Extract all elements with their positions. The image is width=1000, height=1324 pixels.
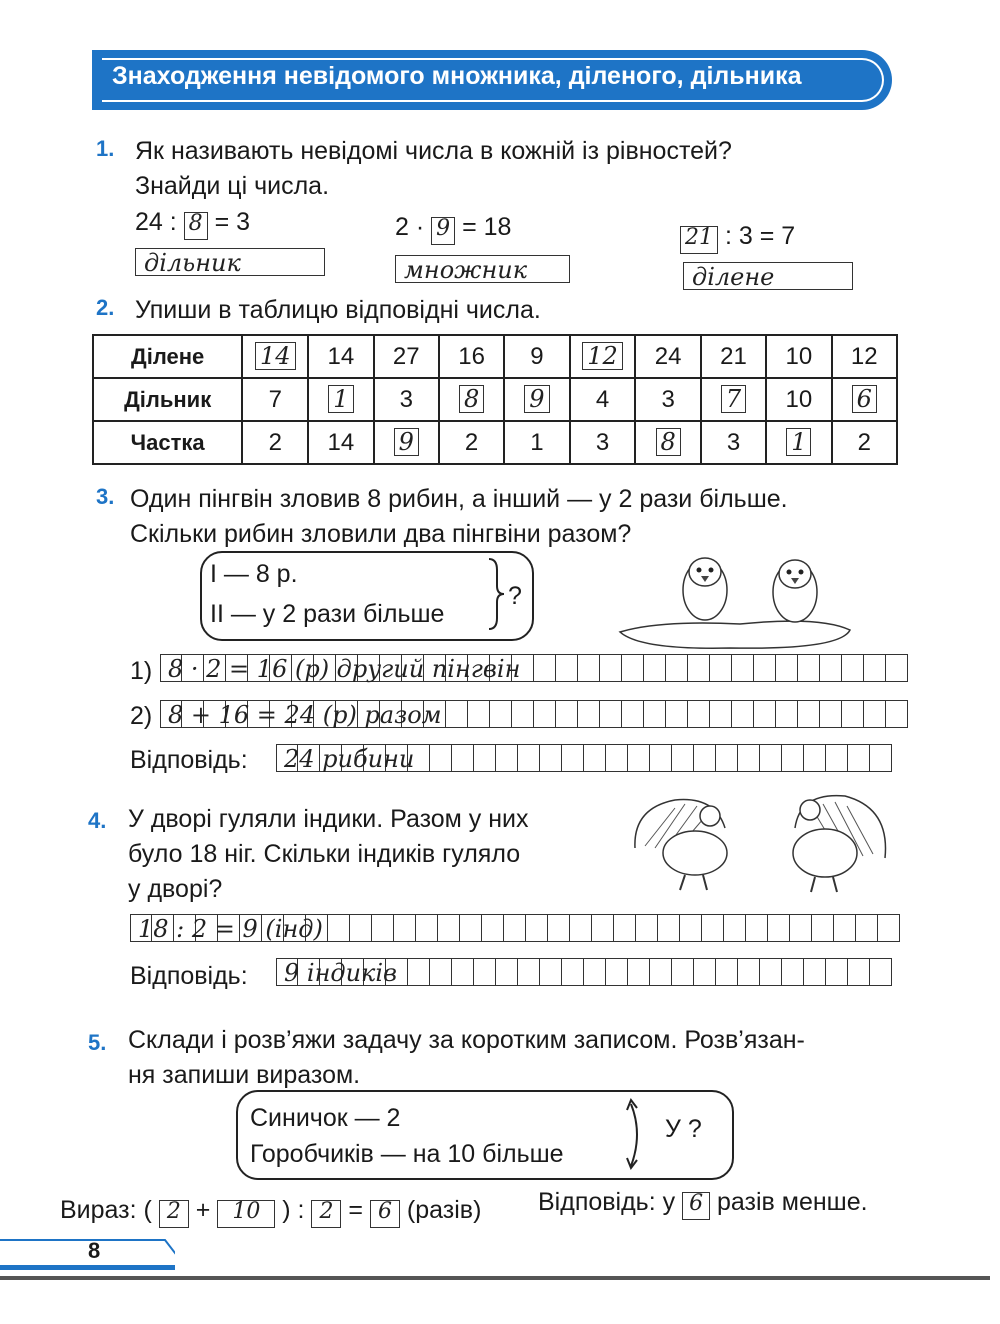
table-cell: 3 bbox=[635, 378, 700, 421]
expression-plus: + bbox=[195, 1196, 211, 1224]
table-cell: 2 bbox=[242, 421, 308, 464]
task2-text: Упиши в таблицю відповідні числа. bbox=[135, 296, 541, 324]
task1-eq3 bbox=[680, 222, 795, 254]
eq2-name-field[interactable]: множник bbox=[395, 255, 570, 283]
table-cell[interactable]: 1 bbox=[766, 421, 831, 464]
task4-text-line2: було 18 ніг. Скільки індиків гуляло bbox=[128, 840, 521, 868]
division-table bbox=[92, 334, 898, 465]
table-cell: 27 bbox=[374, 335, 439, 378]
bottom-rule bbox=[0, 1276, 990, 1280]
table-cell: 3 bbox=[374, 378, 439, 421]
table-cell[interactable]: 9 bbox=[374, 421, 439, 464]
table-cell: 14 bbox=[308, 421, 373, 464]
short-record-line1: I — 8 р. bbox=[210, 560, 298, 588]
page-number: 8 bbox=[88, 1238, 101, 1263]
table-cell[interactable]: 9 bbox=[504, 378, 569, 421]
task5-text-line2: ня запиши виразом. bbox=[128, 1061, 361, 1089]
task3-number: 3. bbox=[96, 484, 115, 509]
row-label: Ділене bbox=[93, 335, 242, 378]
table-cell: 12 bbox=[832, 335, 897, 378]
task4-answer[interactable]: 9 індиків bbox=[284, 959, 398, 987]
eq1-left: 24 : bbox=[135, 208, 177, 236]
task1-eq1 bbox=[135, 208, 250, 240]
table-row-dividend bbox=[93, 335, 897, 378]
task3-text-line1: Один пінгвін зловив 8 рибин, а інший — у 2 рази більше. bbox=[130, 485, 788, 513]
penguins-illustration bbox=[600, 552, 860, 652]
eq1-right: = 3 bbox=[214, 208, 251, 236]
table-cell: 4 bbox=[570, 378, 636, 421]
task5-question: У ? bbox=[665, 1115, 702, 1143]
table-cell[interactable]: 1 bbox=[308, 378, 373, 421]
eq1-name-field[interactable]: дільник bbox=[135, 248, 325, 276]
row-label: Дільник bbox=[93, 378, 242, 421]
expression-box-1[interactable]: 2 bbox=[159, 1200, 189, 1228]
table-cell: 21 bbox=[701, 335, 766, 378]
expression-label: Вираз: ( bbox=[60, 1196, 152, 1224]
task4-solution[interactable]: 18 : 2 = 9 (інд) bbox=[138, 915, 323, 943]
task5-answer-prefix: Відповідь: у bbox=[538, 1188, 676, 1216]
table-cell[interactable]: 8 bbox=[635, 421, 700, 464]
table-cell[interactable]: 8 bbox=[439, 378, 504, 421]
expression-unit: (разів) bbox=[406, 1196, 482, 1224]
table-cell[interactable]: 12 bbox=[570, 335, 636, 378]
short-record-question: ? bbox=[508, 582, 522, 610]
task5-short-line2: Горобчиків — на 10 більше bbox=[250, 1140, 564, 1168]
table-cell: 9 bbox=[504, 335, 569, 378]
task3-text-line2: Скільки рибин зловили два пінгвіни разом? bbox=[130, 520, 632, 548]
step1-solution[interactable]: 8 · 2 = 16 (р) другий пінгвін bbox=[168, 655, 521, 683]
table-cell[interactable]: 6 bbox=[832, 378, 897, 421]
expression-equals: = bbox=[348, 1196, 364, 1224]
step1-label: 1) bbox=[130, 657, 153, 685]
turkeys-illustration bbox=[625, 788, 895, 898]
task2-number: 2. bbox=[96, 295, 115, 320]
row-label: Частка bbox=[93, 421, 242, 464]
table-cell: 24 bbox=[635, 335, 700, 378]
table-cell[interactable]: 14 bbox=[242, 335, 308, 378]
table-cell: 2 bbox=[832, 421, 897, 464]
task4-number: 4. bbox=[88, 808, 107, 833]
table-cell: 2 bbox=[439, 421, 504, 464]
expression-box-4[interactable]: 6 bbox=[370, 1200, 400, 1228]
table-row-divisor bbox=[93, 378, 897, 421]
table-cell: 3 bbox=[570, 421, 636, 464]
task5-answer-suffix: разів менше. bbox=[717, 1188, 868, 1216]
eq2-left: 2 · bbox=[395, 213, 425, 241]
task4-answer-label: Відповідь: bbox=[130, 962, 248, 990]
task5-short-line1: Синичок — 2 bbox=[250, 1104, 401, 1132]
expression-box-3[interactable]: 2 bbox=[311, 1200, 341, 1228]
task4-text-line1: У дворі гуляли індики. Разом у них bbox=[128, 805, 529, 833]
eq3-name-field[interactable]: ділене bbox=[683, 262, 853, 290]
task5-answer-row bbox=[538, 1188, 868, 1220]
step2-solution[interactable]: 8 + 16 = 24 (р) разом bbox=[168, 701, 442, 729]
eq3-answer-box[interactable]: 21 bbox=[680, 226, 718, 254]
short-record-line2: II — у 2 рази більше bbox=[210, 600, 445, 628]
task3-answer[interactable]: 24 рибини bbox=[284, 745, 415, 773]
task5-answer-box[interactable]: 6 bbox=[682, 1192, 710, 1220]
table-cell: 3 bbox=[701, 421, 766, 464]
eq3-right: : 3 = 7 bbox=[724, 222, 796, 250]
task5-text-line1: Склади і розв’яжи задачу за коротким записом. Розв’язан- bbox=[128, 1026, 805, 1054]
table-cell: 1 bbox=[504, 421, 569, 464]
comparison-arrow-icon bbox=[625, 1096, 655, 1172]
table-cell: 10 bbox=[766, 335, 831, 378]
eq2-right: = 18 bbox=[462, 213, 512, 241]
table-cell: 14 bbox=[308, 335, 373, 378]
table-cell: 7 bbox=[242, 378, 308, 421]
table-cell: 16 bbox=[439, 335, 504, 378]
task1-number: 1. bbox=[96, 136, 115, 161]
expression-box-2[interactable]: 10 bbox=[217, 1200, 275, 1228]
expression-divide: ) : bbox=[282, 1196, 305, 1224]
eq1-answer-box[interactable]: 8 bbox=[184, 212, 208, 240]
page-title: Знаходження невідомого множника, діленого, дільника bbox=[112, 62, 802, 90]
step2-label: 2) bbox=[130, 702, 153, 730]
task4-text-line3: у дворі? bbox=[128, 875, 223, 903]
task5-number: 5. bbox=[88, 1030, 107, 1055]
task3-answer-label: Відповідь: bbox=[130, 746, 248, 774]
table-cell[interactable]: 7 bbox=[701, 378, 766, 421]
task1-text-line2: Знайди ці числа. bbox=[135, 172, 330, 200]
table-cell: 10 bbox=[766, 378, 831, 421]
eq2-answer-box[interactable]: 9 bbox=[431, 217, 455, 245]
expression-row bbox=[60, 1196, 481, 1228]
table-row-quotient bbox=[93, 421, 897, 464]
curly-brace-icon bbox=[485, 556, 507, 632]
task1-text-line1: Як називають невідомі числа в кожній із рівностей? bbox=[135, 137, 732, 165]
task1-eq2 bbox=[395, 213, 511, 245]
